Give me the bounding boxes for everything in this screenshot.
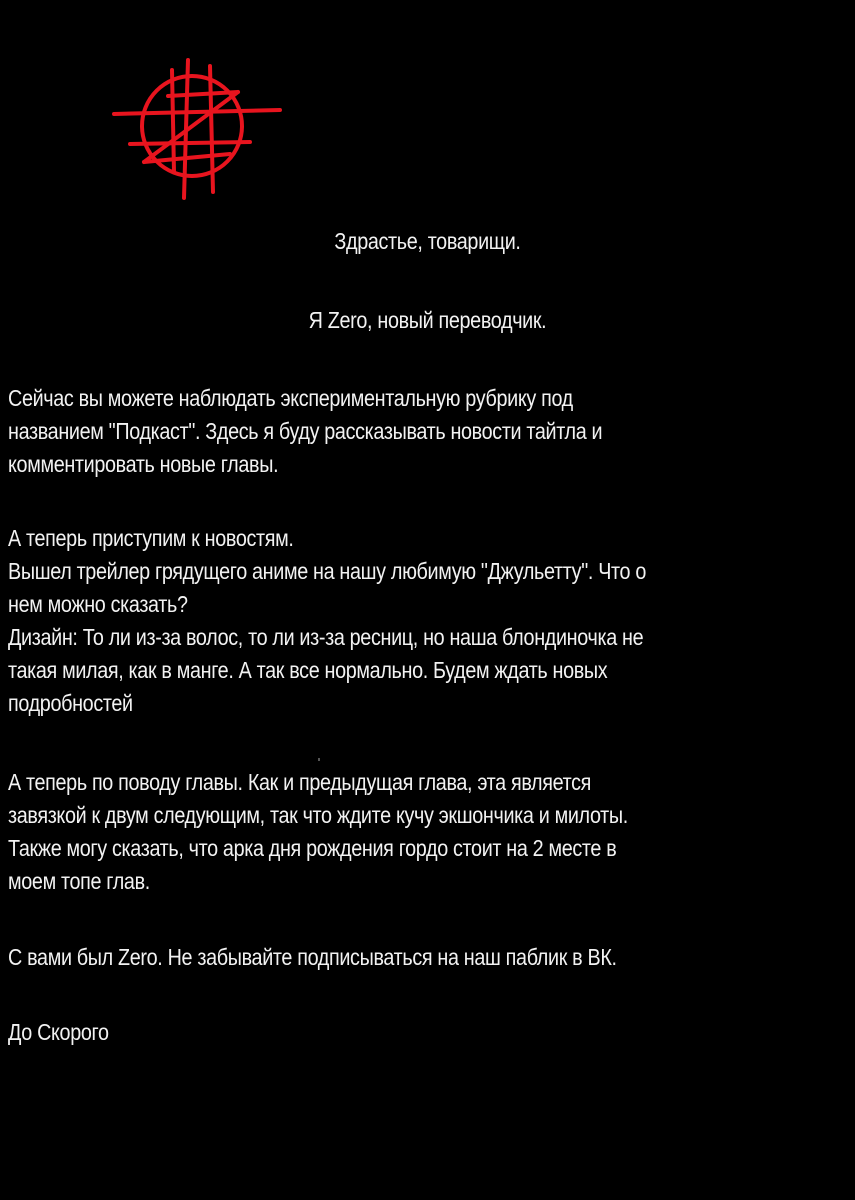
- news-line: нем можно сказать?: [8, 591, 188, 617]
- intro-line: комментировать новые главы.: [8, 451, 279, 477]
- chapter-line: моем топе глав.: [8, 868, 150, 894]
- logo-horizontal-bottom: [130, 142, 250, 144]
- news-line: подробностей: [8, 690, 133, 716]
- news-line: Вышел трейлер грядущего аниме на нашу любимую "Джульетту". Что о: [8, 558, 646, 584]
- farewell-line: До Скорого: [8, 1019, 109, 1045]
- intro-line: названием "Подкаст". Здесь я буду рассказывать новости тайтла и: [8, 418, 603, 444]
- news-line: А теперь приступим к новостям.: [8, 525, 294, 551]
- news-line: Дизайн: То ли из-за волос, то ли из-за ресниц, но наша блондиночка не: [8, 624, 644, 650]
- outro-paragraph: [8, 941, 834, 974]
- logo-vertical-left: [172, 70, 174, 172]
- logo-horizontal-top: [114, 110, 280, 114]
- outro-line: С вами был Zero. Не забывайте подписываться на наш паблик в ВК.: [8, 944, 617, 970]
- chapter-line: Также могу сказать, что арка дня рождения гордо стоит на 2 месте в: [8, 835, 617, 861]
- logo-z-diagonal: [144, 92, 238, 162]
- logo-z-top: [168, 92, 238, 96]
- logo-graphic: [110, 52, 286, 202]
- zero-hash-circle-icon: [110, 52, 286, 202]
- stray-dot: [318, 758, 320, 761]
- farewell-paragraph: [8, 1016, 834, 1049]
- news-line: такая милая, как в манге. А так все нормально. Будем ждать новых: [8, 657, 608, 683]
- news-paragraph: [8, 522, 834, 720]
- chapter-line: А теперь по поводу главы. Как и предыдущая глава, эта является: [8, 769, 592, 795]
- intro-line: Сейчас вы можете наблюдать экспериментальную рубрику под: [8, 385, 573, 411]
- intro-paragraph: [8, 382, 834, 481]
- chapter-paragraph: [8, 766, 834, 898]
- greeting-line-1: Здрастье, товарищи.: [334, 228, 521, 254]
- chapter-line: завязкой к двум следующим, так что ждите кучу экшончика и милоты.: [8, 802, 628, 828]
- greeting-line-2: Я Zero, новый переводчик.: [308, 307, 547, 333]
